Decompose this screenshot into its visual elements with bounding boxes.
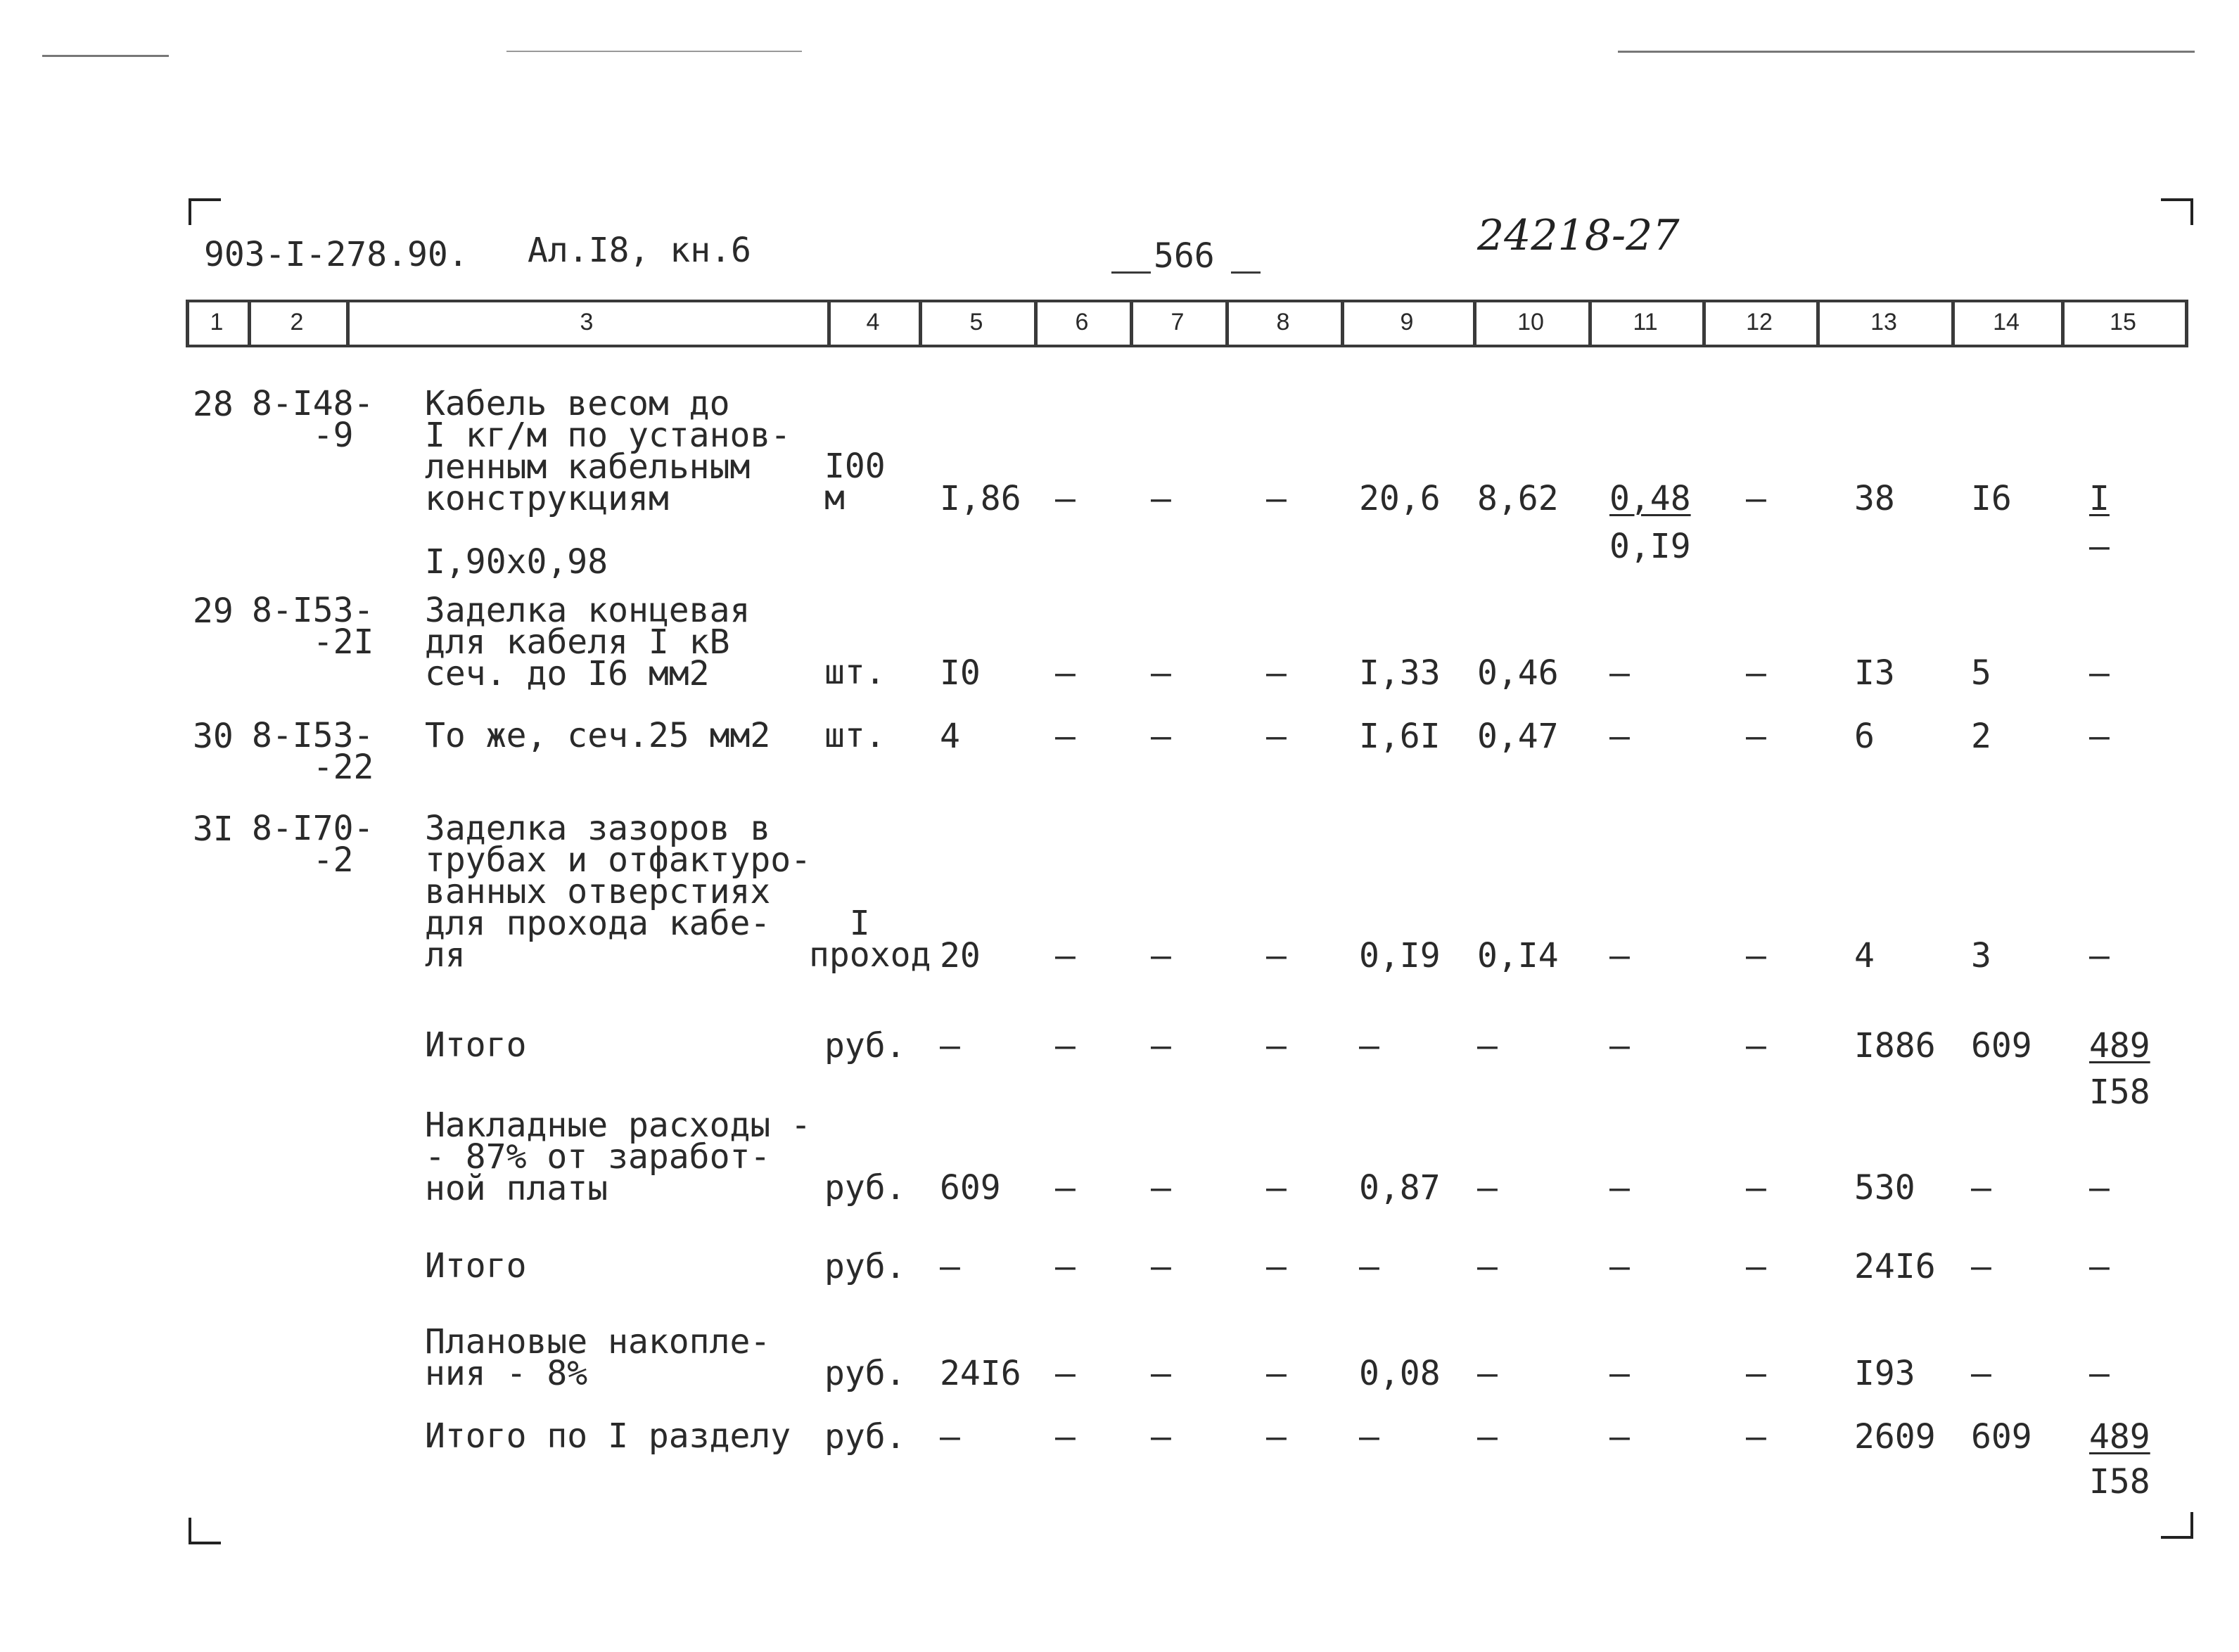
cell-col-15: – bbox=[2089, 1247, 2110, 1286]
cell-col-10: 0,I4 bbox=[1477, 936, 1559, 975]
cell-col-9: 20,6 bbox=[1359, 479, 1441, 518]
cell-col-12: – bbox=[1746, 1168, 1766, 1208]
cell-col-12: – bbox=[1746, 936, 1766, 975]
quantity: I,86 bbox=[940, 479, 1021, 518]
cell-col-11: – bbox=[1609, 1417, 1630, 1456]
cell-col-15: 489 bbox=[2089, 1417, 2150, 1456]
cell-col-8: – bbox=[1266, 936, 1287, 975]
album-reference: Ал.I8, кн.6 bbox=[528, 231, 751, 270]
cell-col-7: – bbox=[1151, 1417, 1171, 1456]
column-number-4: 4 bbox=[866, 309, 880, 335]
unit-of-measure: руб. bbox=[824, 1168, 906, 1208]
document-code: 903-I-278.90. bbox=[204, 235, 468, 274]
unit-of-measure: шт. bbox=[824, 716, 886, 755]
cell-col-11: – bbox=[1609, 653, 1630, 693]
cell-col-8: – bbox=[1266, 1417, 1287, 1456]
column-number-13: 13 bbox=[1870, 309, 1897, 335]
totals-label: Итого по I разделу bbox=[425, 1416, 791, 1456]
cell-col-8: – bbox=[1266, 1247, 1287, 1286]
corner-mark-top-right bbox=[2161, 198, 2193, 225]
cell-col-8: – bbox=[1266, 1354, 1287, 1393]
cell-col-10: 8,62 bbox=[1477, 479, 1559, 518]
cell-col-9: – bbox=[1359, 1417, 1379, 1456]
corner-mark-top-left bbox=[189, 198, 221, 225]
totals-label: Итого bbox=[425, 1025, 527, 1065]
cell-col-15-second-line: – bbox=[2089, 527, 2110, 566]
cell-col-8: – bbox=[1266, 717, 1287, 756]
rate-code: 8-I48- -9 bbox=[252, 384, 374, 455]
cell-col-10: 0,47 bbox=[1477, 717, 1559, 756]
column-number-3: 3 bbox=[580, 309, 594, 335]
cell-col-6: – bbox=[1055, 1026, 1076, 1065]
cell-col-13: 2609 bbox=[1854, 1417, 1936, 1456]
column-number-8: 8 bbox=[1276, 309, 1290, 335]
column-number-10: 10 bbox=[1517, 309, 1544, 335]
header-column-divider bbox=[2185, 300, 2188, 347]
cell-col-12: – bbox=[1746, 1247, 1766, 1286]
cell-col-15: – bbox=[2089, 1168, 2110, 1208]
cell-col-6: – bbox=[1055, 1168, 1076, 1208]
column-number-15: 15 bbox=[2110, 309, 2136, 335]
rate-code: 8-I70- -2 bbox=[252, 809, 374, 880]
cell-col-14: 2 bbox=[1971, 717, 1991, 756]
cell-col-7: – bbox=[1151, 1354, 1171, 1393]
cell-col-9: 0,08 bbox=[1359, 1354, 1441, 1393]
header-bottom-border bbox=[186, 345, 2185, 347]
cell-col-13: 6 bbox=[1854, 717, 1875, 756]
cell-col-6: – bbox=[1055, 1247, 1076, 1286]
scan-artifact-line bbox=[42, 55, 169, 57]
cell-col-12: – bbox=[1746, 479, 1766, 518]
cell-col-9: 0,I9 bbox=[1359, 936, 1441, 975]
cell-col-12: – bbox=[1746, 1026, 1766, 1065]
cell-col-11: – bbox=[1609, 1247, 1630, 1286]
column-number-5: 5 bbox=[969, 309, 983, 335]
column-number-1: 1 bbox=[210, 309, 224, 335]
cell-col-7: – bbox=[1151, 936, 1171, 975]
cell-col-8: – bbox=[1266, 1026, 1287, 1065]
cell-col-15: – bbox=[2089, 653, 2110, 693]
cell-col-15: – bbox=[2089, 717, 2110, 756]
cell-col-6: – bbox=[1055, 1354, 1076, 1393]
cell-col-14: 609 bbox=[1971, 1417, 2032, 1456]
cell-col-13: 530 bbox=[1854, 1168, 1915, 1208]
cell-col-7: – bbox=[1151, 1168, 1171, 1208]
cell-col-13: I886 bbox=[1854, 1026, 1936, 1065]
rate-code: 8-I53- -2I bbox=[252, 591, 374, 662]
cell-col-10: – bbox=[1477, 1168, 1498, 1208]
page-number-underline-left bbox=[1111, 271, 1151, 274]
cell-col-14: – bbox=[1971, 1168, 1991, 1208]
unit-of-measure: I проход bbox=[809, 904, 931, 975]
corner-mark-bottom-right bbox=[2161, 1512, 2193, 1539]
page-number: 566 bbox=[1154, 236, 1215, 276]
unit-of-measure: руб. bbox=[824, 1247, 906, 1286]
quantity: 609 bbox=[940, 1168, 1001, 1208]
cell-col-7: – bbox=[1151, 479, 1171, 518]
cell-col-6: – bbox=[1055, 936, 1076, 975]
cell-col-7: – bbox=[1151, 1247, 1171, 1286]
row-number: 28 bbox=[193, 385, 234, 424]
cell-col-11: – bbox=[1609, 1354, 1630, 1393]
column-number-7: 7 bbox=[1170, 309, 1185, 335]
rate-code: 8-I53- -22 bbox=[252, 716, 374, 787]
cell-col-10: – bbox=[1477, 1026, 1498, 1065]
cell-col-6: – bbox=[1055, 479, 1076, 518]
unit-of-measure: руб. bbox=[824, 1354, 906, 1393]
cell-col-13: 24I6 bbox=[1854, 1247, 1936, 1286]
quantity: 4 bbox=[940, 717, 960, 756]
cell-col-12: – bbox=[1746, 1417, 1766, 1456]
column-number-11: 11 bbox=[1633, 309, 1658, 335]
cell-col-15: – bbox=[2089, 936, 2110, 975]
cell-col-9: – bbox=[1359, 1247, 1379, 1286]
quantity: – bbox=[940, 1417, 960, 1456]
cell-col-7: – bbox=[1151, 717, 1171, 756]
work-description: Кабель весом до I кг/м по установ- ленным кабельным конструкциям bbox=[425, 384, 791, 518]
cell-col-6: – bbox=[1055, 717, 1076, 756]
cell-col-10: 0,46 bbox=[1477, 653, 1559, 693]
cell-col-9: – bbox=[1359, 1026, 1379, 1065]
page-number-underline-right bbox=[1231, 271, 1261, 274]
unit-of-measure: I00 м bbox=[824, 447, 886, 518]
cell-col-8: – bbox=[1266, 1168, 1287, 1208]
work-description: Заделка концевая для кабеля I кВ сеч. до I6 мм2 bbox=[425, 591, 751, 693]
quantity: – bbox=[940, 1026, 960, 1065]
cell-col-11-second-line: 0,I9 bbox=[1609, 527, 1691, 566]
cell-col-6: – bbox=[1055, 1417, 1076, 1456]
handwritten-archive-number: 24218-27 bbox=[1477, 211, 1680, 260]
row-number: 3I bbox=[193, 809, 234, 849]
quantity: 24I6 bbox=[940, 1354, 1021, 1393]
cell-col-10: – bbox=[1477, 1354, 1498, 1393]
cell-col-10: – bbox=[1477, 1247, 1498, 1286]
coefficient-note: I,90х0,98 bbox=[425, 542, 608, 582]
cell-col-10: – bbox=[1477, 1417, 1498, 1456]
cell-col-15: I bbox=[2089, 479, 2110, 518]
column-number-2: 2 bbox=[290, 309, 304, 335]
cell-col-12: – bbox=[1746, 653, 1766, 693]
totals-label: Плановые накопле- ния - 8% bbox=[425, 1322, 771, 1393]
cell-col-13: 38 bbox=[1854, 479, 1895, 518]
cell-col-11: – bbox=[1609, 1168, 1630, 1208]
cell-col-13: 4 bbox=[1854, 936, 1875, 975]
cell-col-9: 0,87 bbox=[1359, 1168, 1441, 1208]
cell-col-6: – bbox=[1055, 653, 1076, 693]
cell-col-8: – bbox=[1266, 653, 1287, 693]
cell-col-14: – bbox=[1971, 1354, 1991, 1393]
scan-artifact-line bbox=[506, 51, 802, 52]
cell-col-11: – bbox=[1609, 717, 1630, 756]
cell-col-14: 3 bbox=[1971, 936, 1991, 975]
work-description: Заделка зазоров в трубах и отфактуро- ванных отверстиях для прохода кабе- ля bbox=[425, 809, 812, 975]
cell-col-13: I3 bbox=[1854, 653, 1895, 693]
work-description: То же, сеч.25 мм2 bbox=[425, 716, 771, 755]
column-number-12: 12 bbox=[1746, 309, 1773, 335]
column-number-6: 6 bbox=[1075, 309, 1089, 335]
cell-col-11: 0,48 bbox=[1609, 479, 1691, 518]
row-number: 29 bbox=[193, 591, 234, 631]
cell-col-9: I,33 bbox=[1359, 653, 1441, 693]
row-number: 30 bbox=[193, 717, 234, 756]
quantity: 20 bbox=[940, 936, 981, 975]
column-number-9: 9 bbox=[1400, 309, 1414, 335]
cell-col-15-second-line: I58 bbox=[2089, 1072, 2150, 1112]
cell-col-13: I93 bbox=[1854, 1354, 1915, 1393]
quantity: I0 bbox=[940, 653, 981, 693]
cell-col-15: – bbox=[2089, 1354, 2110, 1393]
cell-col-14: 5 bbox=[1971, 653, 1991, 693]
column-number-14: 14 bbox=[1993, 309, 2020, 335]
cell-col-8: – bbox=[1266, 479, 1287, 518]
cell-col-7: – bbox=[1151, 1026, 1171, 1065]
cell-col-12: – bbox=[1746, 717, 1766, 756]
cell-col-14: – bbox=[1971, 1247, 1991, 1286]
unit-of-measure: руб. bbox=[824, 1417, 906, 1456]
cell-col-12: – bbox=[1746, 1354, 1766, 1393]
unit-of-measure: шт. bbox=[824, 653, 886, 692]
corner-mark-bottom-left bbox=[189, 1518, 221, 1544]
cell-col-15-second-line: I58 bbox=[2089, 1462, 2150, 1501]
quantity: – bbox=[940, 1247, 960, 1286]
cell-col-9: I,6I bbox=[1359, 717, 1441, 756]
scan-artifact-line bbox=[1618, 51, 2195, 53]
totals-label: Итого bbox=[425, 1246, 527, 1286]
cell-col-14: I6 bbox=[1971, 479, 2012, 518]
cell-col-14: 609 bbox=[1971, 1026, 2032, 1065]
totals-label: Накладные расходы - - 87% от заработ- ной платы bbox=[425, 1106, 812, 1208]
cell-col-11: – bbox=[1609, 1026, 1630, 1065]
cell-col-11: – bbox=[1609, 936, 1630, 975]
cell-col-7: – bbox=[1151, 653, 1171, 693]
cell-col-15: 489 bbox=[2089, 1026, 2150, 1065]
unit-of-measure: руб. bbox=[824, 1026, 906, 1065]
